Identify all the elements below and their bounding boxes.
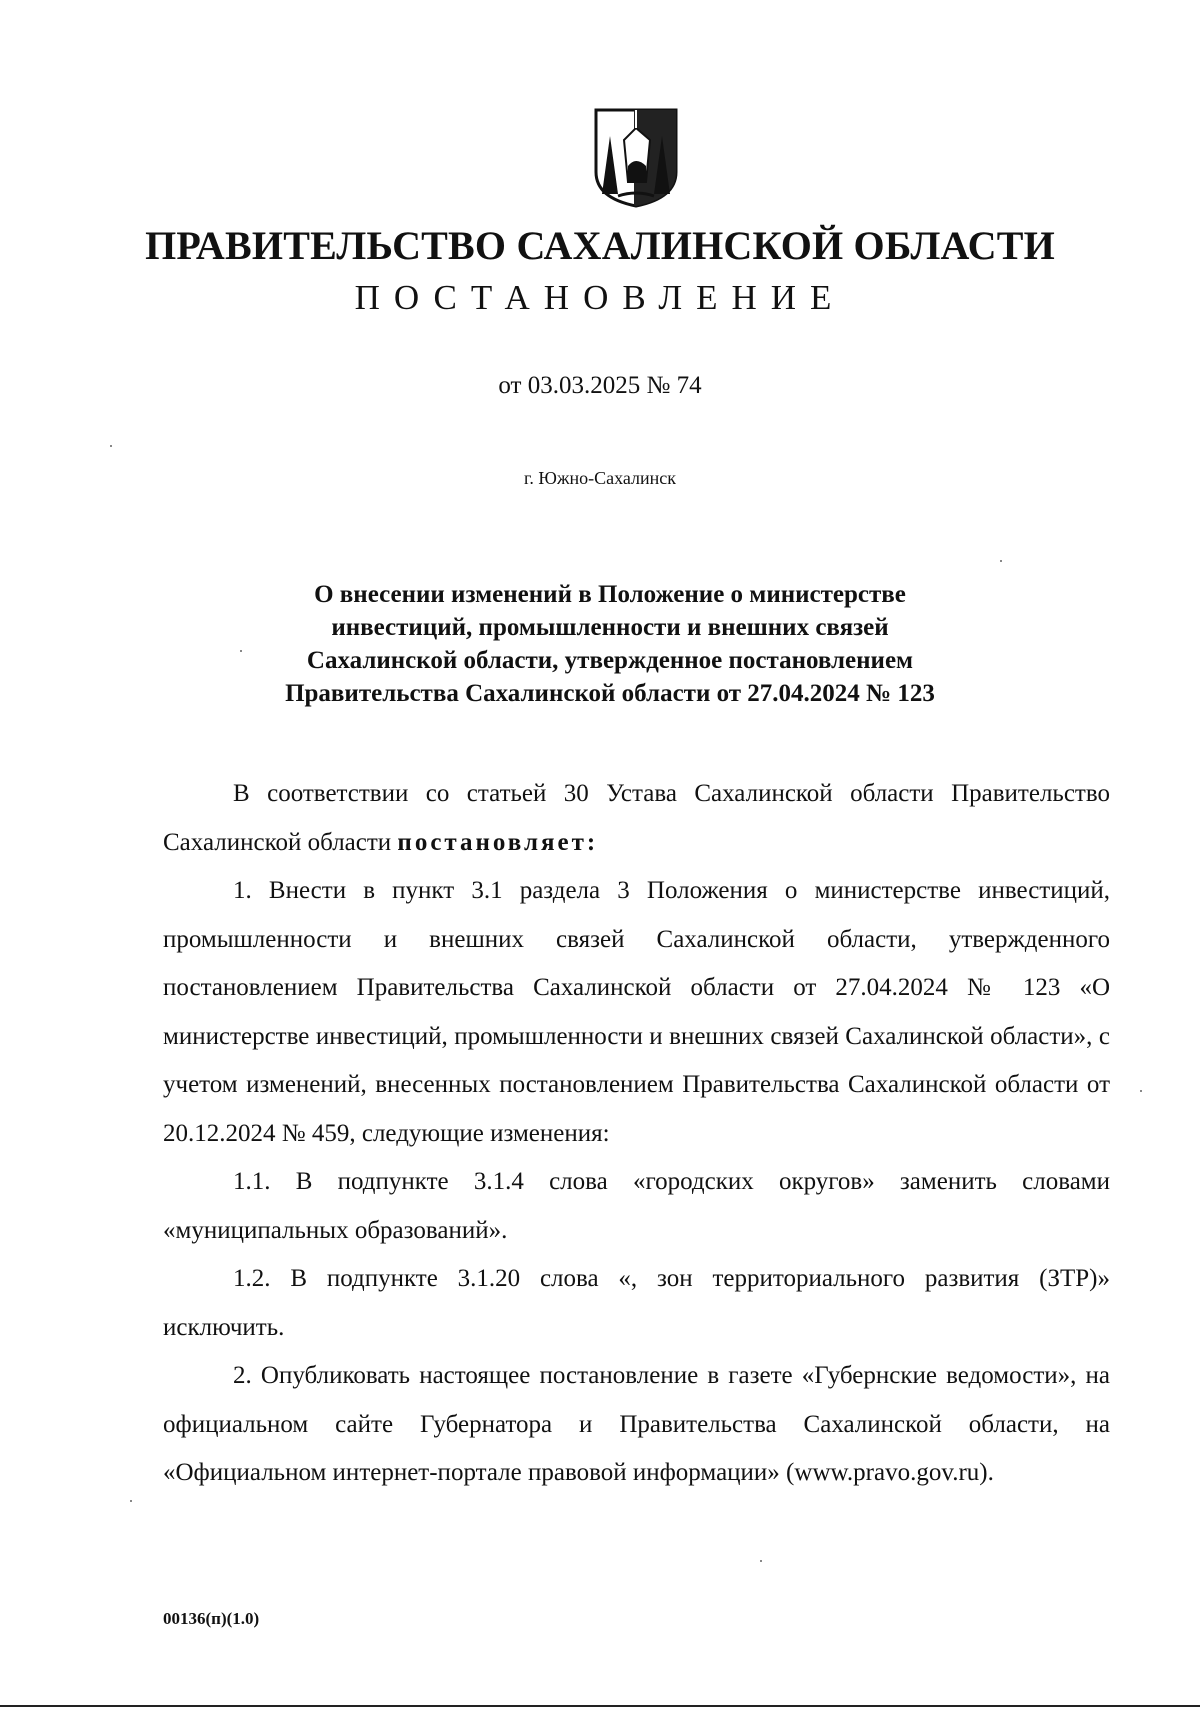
document-code: 00136(п)(1.0) [163, 1609, 260, 1628]
document-subject [240, 578, 980, 710]
scan-speck [760, 1560, 762, 1562]
subject-line: Сахалинской области, утвержденное постановлением [306, 647, 914, 674]
paragraph-1-2: 1.2. В подпункте 3.1.20 слова «, зон территориального развития (ЗТР)» исключить. [163, 1265, 1110, 1341]
document-city: г. Южно-Сахалинск [523, 468, 677, 488]
paragraph-2: 2. Опубликовать настоящее постановление в газете «Губернские ведомости», на официальном сайте Губернатора и Правительства Сахалинской области, на «Официальном интернет-портале правовой информации» (www.pravo.gov.ru). [163, 1362, 1110, 1486]
paragraph-1-1: 1.1. В подпункте 3.1.4 слова «городских округов» заменить словами «муниципальных образований». [163, 1168, 1110, 1244]
sakhalin-coat-of-arms-icon [588, 106, 684, 210]
paragraph-1: 1. Внести в пункт 3.1 раздела 3 Положения о министерстве инвестиций, промышленности и внешних связей Сахалинской области, утвержденного постановлением Правительства Сахалинской области от 27.04.2024 № 123 «О министерстве инвестиций, промышленности и внешних связей Сахалинской области», с учетом изменений, внесенных постановлением Правительства Сахалинской области от 20.12.2024 № 459, следующие изменения: [163, 877, 1110, 1147]
subject-line: О внесении изменений в Положение о министерстве [314, 581, 906, 608]
preamble-verb: постановляет: [397, 828, 599, 856]
document-type: ПОСТАНОВЛЕНИЕ [354, 278, 846, 317]
document-date-number: от 03.03.2025 № 74 [498, 372, 702, 399]
preamble-paragraph [163, 770, 1110, 867]
scan-speck [110, 445, 112, 447]
subject-line: инвестиций, промышленности и внешних связей [331, 614, 889, 641]
scan-speck [1140, 1090, 1142, 1092]
government-title: ПРАВИТЕЛЬСТВО САХАЛИНСКОЙ ОБЛАСТИ [145, 223, 1055, 268]
scan-speck [130, 1500, 132, 1502]
preamble-text: В соответствии со статьей 30 Устава Сахалинской области Правительство Сахалинской области [163, 780, 1110, 856]
scan-bottom-edge [0, 1705, 1200, 1707]
scan-speck [1000, 560, 1002, 562]
subject-line: Правительства Сахалинской области от 27.04.2024 № 123 [285, 680, 935, 707]
scan-speck [240, 650, 242, 652]
document-body [163, 770, 1110, 1498]
